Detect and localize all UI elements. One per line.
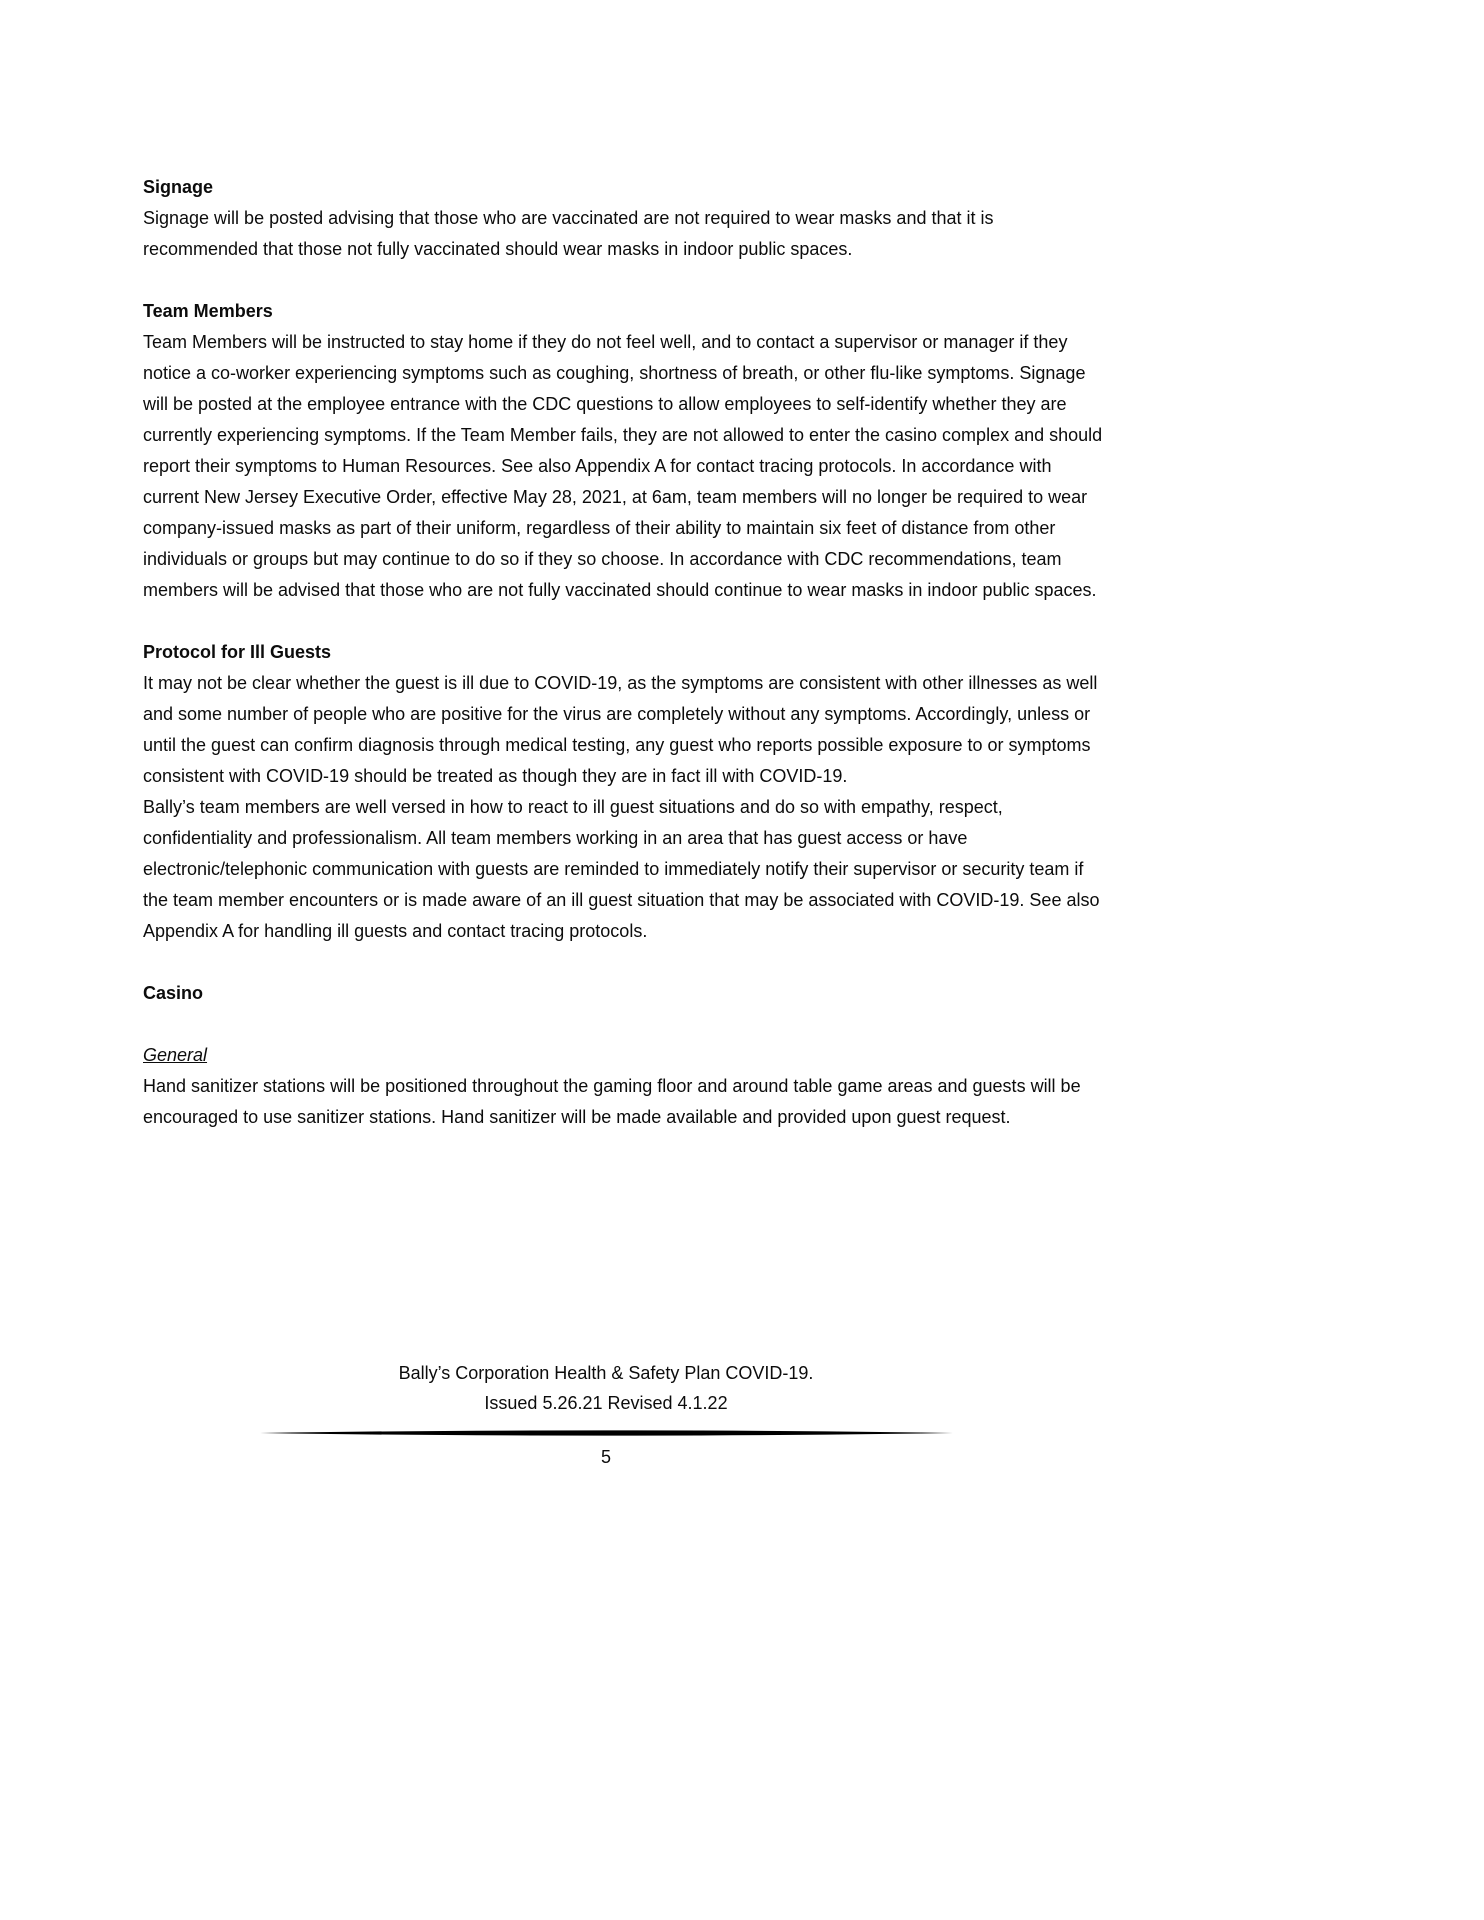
- subsection-general: [143, 1040, 1105, 1133]
- paragraph: Team Members will be instructed to stay home if they do not feel well, and to contact a supervisor or manager if they notice a co-worker experiencing symptoms such as coughing, shortness of breath, or other flu-like symptoms. Signage will be posted at the employee entrance with the CDC questions to allow employees to self-identify whether they are currently experiencing symptoms. If the Team Member fails, they are not allowed to enter the casino complex and should report their symptoms to Human Resources. See also Appendix A for contact tracing protocols. In accordance with current New Jersey Executive Order, effective May 28, 2021, at 6am, team members will no longer be required to wear company-issued masks as part of their uniform, regardless of their ability to maintain six feet of distance from other individuals or groups but may continue to do so if they so choose. In accordance with CDC recommendations, team members will be advised that those who are not fully vaccinated should continue to wear masks in indoor public spaces.: [143, 332, 1103, 600]
- paragraph: Hand sanitizer stations will be positioned throughout the gaming floor and around table game areas and guests will be encouraged to use sanitizer stations. Hand sanitizer will be made available and provided upon guest request.: [143, 1076, 1081, 1127]
- section-team-members: [143, 296, 1105, 606]
- footer-document-title: Bally’s Corporation Health & Safety Plan COVID-19.: [398, 1363, 814, 1383]
- page-number: 5: [600, 1447, 611, 1467]
- document-content: [143, 172, 1105, 1133]
- section-signage: [143, 172, 1105, 265]
- section-heading-team-members: Team Members: [143, 301, 273, 321]
- section-protocol-for-ill-guests: [143, 637, 1105, 947]
- section-casino: [143, 978, 1105, 1009]
- section-heading-protocol-for-ill-guests: Protocol for Ill Guests: [143, 642, 332, 662]
- subsection-heading-general: General: [143, 1045, 208, 1065]
- page-footer: [0, 1358, 1212, 1472]
- paragraph: It may not be clear whether the guest is ill due to COVID-19, as the symptoms are consistent with other illnesses as well and some number of people who are positive for the virus are completely without any symptoms. Accordingly, unless or until the guest can confirm diagnosis through medical testing, any guest who reports possible exposure to or symptoms consistent with COVID-19 should be treated as though they are in fact ill with COVID-19.: [143, 673, 1098, 786]
- section-heading-casino: Casino: [143, 983, 204, 1003]
- section-heading-signage: Signage: [143, 177, 214, 197]
- paragraph: Signage will be posted advising that those who are vaccinated are not required to wear masks and that it is recommended that those not fully vaccinated should wear masks in indoor public spaces.: [143, 208, 994, 259]
- footer-revision-line: Issued 5.26.21 Revised 4.1.22: [484, 1393, 728, 1413]
- footer-divider-line: [260, 1430, 953, 1436]
- paragraph: Bally’s team members are well versed in how to react to ill guest situations and do so with empathy, respect, confidentiality and professionalism. All team members working in an area that has guest access or have electronic/telephonic communication with guests are reminded to immediately notify their supervisor or security team if the team member encounters or is made aware of an ill guest situation that may be associated with COVID-19. See also Appendix A for handling ill guests and contact tracing protocols.: [143, 797, 1100, 941]
